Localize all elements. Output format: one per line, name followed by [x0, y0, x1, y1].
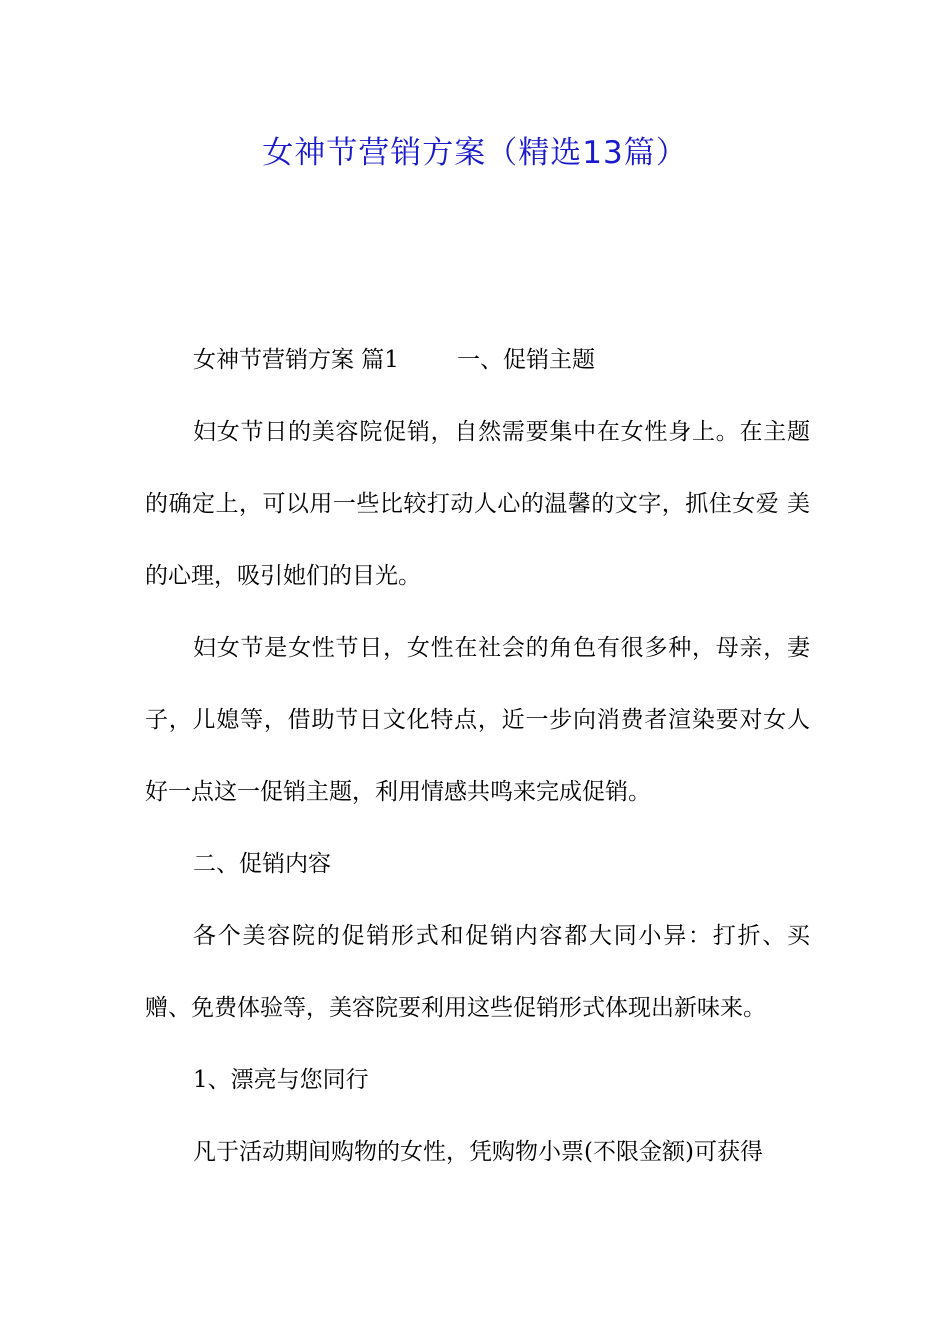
paragraph: 妇女节是女性节日，女性在社会的角色有很多种，母亲，妻子，儿媳等，借助节日文化特点，近一步向消费者渲染要对女人好一点这一促销主题，利用情感共鸣来完成促销。: [145, 635, 810, 805]
paragraph: 妇女节日的美容院促销，自然需要集中在女性身上。在主题的确定上，可以用一些比较打动人心的温馨的文字，抓住女爱 美的心理，吸引她们的目光。: [145, 419, 810, 589]
article-heading: 女神节营销方案 篇1: [193, 347, 399, 373]
paragraph: 凡于活动期间购物的女性，凭购物小票(不限金额)可获得: [193, 1139, 763, 1165]
section-heading: 一、促销主题: [456, 347, 595, 373]
subsection-heading: 1、漂亮与您同行: [193, 1067, 369, 1093]
document-body: [145, 324, 810, 1188]
section-heading-line: [145, 324, 810, 396]
paragraph: 各个美容院的促销形式和促销内容都大同小异：打折、买赠、免费体验等，美容院要利用这些促销形式体现出新味来。: [145, 923, 810, 1021]
document-title: 女神节营销方案（精选13篇）: [262, 135, 688, 171]
section-heading: 二、促销内容: [193, 851, 331, 877]
